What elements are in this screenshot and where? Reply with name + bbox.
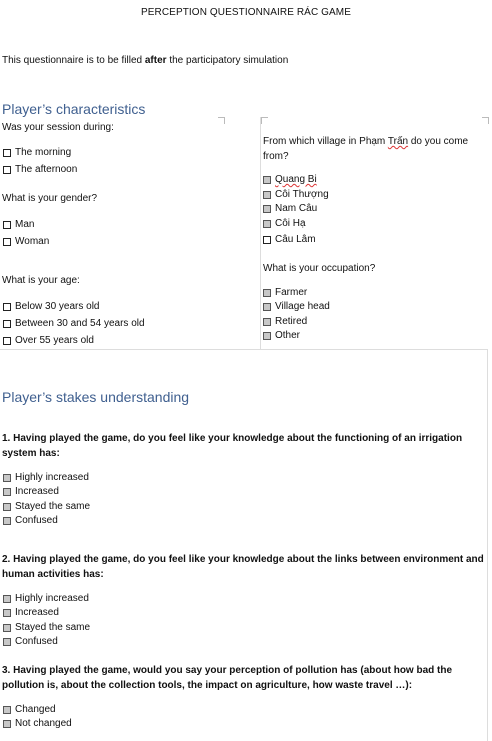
option-occupation-retired[interactable]: [263, 316, 307, 327]
option-label: Man: [15, 219, 35, 230]
section-divider: [0, 349, 488, 350]
checkbox[interactable]: [3, 624, 11, 632]
q2-option-confused[interactable]: [3, 636, 58, 647]
section-heading-characteristics: Player’s characteristics: [2, 101, 146, 117]
village-name-misspelling-underline: Trấn: [387, 136, 409, 147]
checkbox[interactable]: [3, 221, 11, 229]
option-label: Farmer: [275, 287, 308, 298]
checkbox[interactable]: [3, 320, 11, 328]
question-3: 3. Having played the game, would you say your perception of pollution has (about how bad the pollution is, about the collection tools, the impact on agriculture, how waste travel …):: [2, 665, 453, 691]
checkbox[interactable]: [3, 166, 11, 174]
option-village-coi-thuong[interactable]: [263, 189, 329, 200]
option-label: Below 30 years old: [15, 301, 100, 312]
option-label: Stayed the same: [15, 622, 91, 633]
option-label: Over 55 years old: [15, 335, 94, 346]
option-label: Câu Lâm: [275, 234, 316, 245]
question-1: 1. Having played the game, do you feel like your knowledge about the functioning of an irrigation system has:: [2, 433, 463, 459]
occupation-question: What is your occupation?: [263, 263, 376, 274]
checkbox[interactable]: [3, 503, 11, 511]
option-village-coi-ha[interactable]: [263, 218, 306, 229]
option-label: Côi Hạ: [275, 218, 306, 229]
checkbox[interactable]: [263, 236, 271, 244]
table-corner-mark: [218, 117, 225, 124]
option-village-quang-bi[interactable]: [263, 174, 317, 185]
option-woman[interactable]: [3, 236, 49, 247]
session-question: Was your session during:: [2, 122, 114, 133]
village-question: From which village in Phạm Trấn do you come from?: [263, 136, 469, 162]
checkbox[interactable]: [3, 149, 11, 157]
checkbox[interactable]: [3, 706, 11, 714]
q2-option-increased[interactable]: [3, 607, 59, 618]
checkbox[interactable]: [3, 474, 11, 482]
checkbox[interactable]: [263, 303, 271, 311]
table-corner-mark: [482, 117, 489, 124]
intro-text: [2, 55, 288, 66]
option-label: Other: [275, 330, 301, 341]
checkbox[interactable]: [263, 191, 271, 199]
option-village-nam-cau[interactable]: [263, 203, 317, 214]
table-corner-mark: [261, 117, 268, 124]
column-divider: [260, 117, 261, 349]
option-age-30-54[interactable]: [3, 318, 145, 329]
checkbox[interactable]: [263, 220, 271, 228]
option-morning[interactable]: [3, 147, 71, 158]
option-man[interactable]: [3, 219, 34, 230]
checkbox[interactable]: [263, 332, 271, 340]
checkbox[interactable]: [3, 238, 11, 246]
option-label: Increased: [15, 486, 59, 497]
checkbox[interactable]: [3, 488, 11, 496]
checkbox[interactable]: [3, 609, 11, 617]
intro-bold: after: [144, 55, 167, 66]
checkbox[interactable]: [263, 318, 271, 326]
checkbox[interactable]: [263, 205, 271, 213]
option-village-cau-lam[interactable]: [263, 234, 316, 245]
option-occupation-other[interactable]: [263, 330, 300, 341]
option-label: Highly increased: [15, 593, 89, 604]
option-afternoon[interactable]: [3, 164, 77, 175]
option-label: The morning: [15, 147, 72, 158]
option-label: Retired: [275, 316, 308, 327]
option-label: Confused: [15, 515, 58, 526]
q1-option-stayed-same[interactable]: [3, 501, 90, 512]
option-label: Between 30 and 54 years old: [15, 318, 145, 329]
option-label: Stayed the same: [15, 501, 91, 512]
option-label: Changed: [15, 704, 56, 715]
checkbox[interactable]: [263, 176, 271, 184]
option-occupation-farmer[interactable]: [263, 287, 307, 298]
gender-question: What is your gender?: [2, 193, 98, 204]
option-label: Quang Bi: [275, 174, 317, 185]
option-label: Not changed: [15, 718, 72, 729]
option-occupation-village-head[interactable]: [263, 301, 330, 312]
option-age-below-30[interactable]: [3, 301, 100, 312]
q1-option-confused[interactable]: [3, 515, 58, 526]
q2-option-stayed-same[interactable]: [3, 622, 90, 633]
option-age-over-55[interactable]: [3, 335, 94, 346]
option-label: Côi Thượng: [275, 189, 329, 200]
option-label: Woman: [15, 236, 50, 247]
option-label: Nam Câu: [275, 203, 318, 214]
option-label: The afternoon: [15, 164, 78, 175]
q1-option-highly-increased[interactable]: [3, 472, 89, 483]
section-heading-stakes: Player’s stakes understanding: [2, 389, 190, 405]
document-title: PERCEPTION QUESTIONNAIRE RÁC GAME: [141, 7, 351, 18]
intro-post: the participatory simulation: [166, 55, 289, 66]
option-label: Confused: [15, 636, 58, 647]
age-question: What is your age:: [2, 275, 80, 286]
checkbox[interactable]: [3, 303, 11, 311]
checkbox[interactable]: [3, 337, 11, 345]
q1-option-increased[interactable]: [3, 486, 59, 497]
intro-pre: This questionnaire is to be filled: [2, 55, 145, 66]
checkbox[interactable]: [3, 720, 11, 728]
question-2: 2. Having played the game, do you feel like your knowledge about the links between environment and human activities has:: [2, 554, 484, 580]
checkbox[interactable]: [3, 638, 11, 646]
q3-option-not-changed[interactable]: [3, 718, 72, 729]
option-label: Increased: [15, 607, 59, 618]
option-label: Highly increased: [15, 472, 89, 483]
q3-option-changed[interactable]: [3, 704, 56, 715]
q2-option-highly-increased[interactable]: [3, 593, 89, 604]
checkbox[interactable]: [3, 517, 11, 525]
checkbox[interactable]: [263, 289, 271, 297]
checkbox[interactable]: [3, 595, 11, 603]
option-label: Village head: [275, 301, 330, 312]
